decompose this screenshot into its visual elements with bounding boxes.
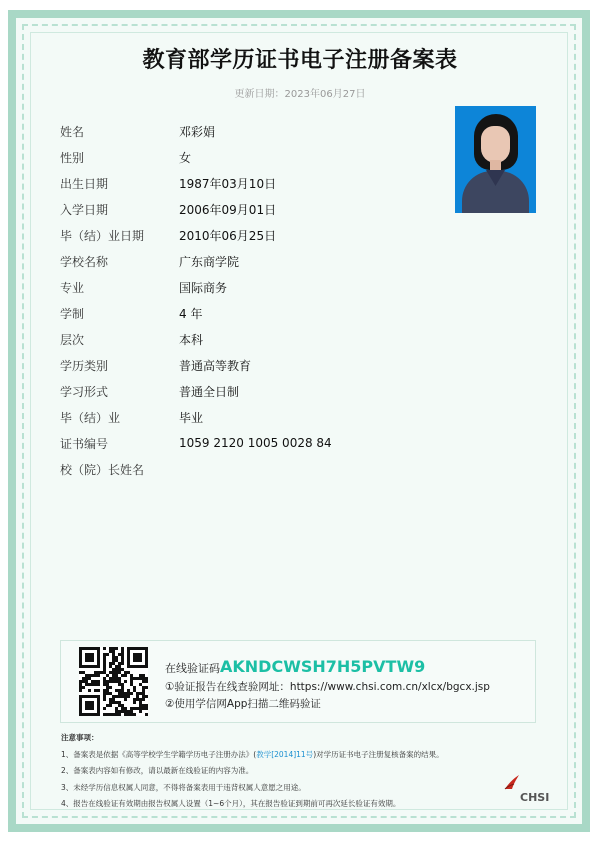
field-label: 毕（结）业日期 <box>60 228 145 243</box>
field-label: 学制 <box>60 306 85 321</box>
document-title: 教育部学历证书电子注册备案表 <box>142 48 458 73</box>
field-row-enroll-date <box>60 196 332 222</box>
verification-code: AKNDCWSH7H5PVTW9 <box>220 657 426 676</box>
field-value: 2006年09月01日 <box>179 202 277 217</box>
verification-code-label: 在线验证码 <box>165 662 220 675</box>
note-item-4: 4、报告在线验证有效期由报告权属人设置（1~6个月），其在报告验证到期前可再次延长验证有效期。 <box>61 799 401 808</box>
chsi-logo-text: CHSI <box>520 791 550 804</box>
field-value: 毕业 <box>179 410 204 425</box>
field-value: 1059 2120 1005 0028 84 <box>179 436 332 450</box>
verification-box <box>60 640 536 723</box>
field-row-study-form <box>60 378 332 404</box>
field-label: 学历类别 <box>60 358 109 373</box>
field-label: 证书编号 <box>60 436 109 451</box>
verification-url-line: ①验证报告在线查验网址：https://www.chsi.com.cn/xlcx/bgcx.jsp <box>165 681 490 693</box>
note-text: 1、备案表是依据《高等学校学生学籍学历电子注册办法》( <box>61 749 257 759</box>
field-value: 本科 <box>179 332 204 347</box>
field-label: 学校名称 <box>60 254 109 269</box>
field-value: 广东商学院 <box>179 254 240 269</box>
field-value: 4 年 <box>179 306 203 321</box>
field-value: 1987年03月10日 <box>179 176 277 191</box>
notes-section <box>61 730 531 813</box>
field-value: 普通高等教育 <box>179 358 252 373</box>
field-label: 毕（结）业 <box>60 410 121 425</box>
note-item-1 <box>61 747 531 764</box>
field-label: 专业 <box>60 280 85 295</box>
field-value: 邓彩娟 <box>179 124 216 139</box>
field-row-level <box>60 326 332 352</box>
field-row-gender <box>60 144 332 170</box>
field-label: 姓名 <box>60 124 85 139</box>
chsi-logo-icon <box>503 773 521 791</box>
qr-code-icon[interactable] <box>79 647 148 716</box>
field-row-category <box>60 352 332 378</box>
field-value: 普通全日制 <box>179 384 240 399</box>
field-label: 性别 <box>60 150 85 165</box>
field-row-major <box>60 274 332 300</box>
update-date: 更新日期：2023年06月27日 <box>234 89 366 100</box>
field-value: 国际商务 <box>179 280 228 295</box>
field-row-graduation-date <box>60 222 332 248</box>
verification-app-line: ②使用学信网App扫描二维码验证 <box>165 698 321 710</box>
regulation-link[interactable]: 教学[2014]11号 <box>256 749 314 759</box>
field-value: 女 <box>179 150 192 165</box>
field-label: 入学日期 <box>60 202 109 217</box>
field-row-name <box>60 118 332 144</box>
field-label: 出生日期 <box>60 176 109 191</box>
id-photo <box>455 106 536 213</box>
field-value: 2010年06月25日 <box>179 228 277 243</box>
field-label: 校（院）长姓名 <box>60 462 145 477</box>
note-item-2: 2、备案表内容如有修改，请以最新在线验证的内容为准。 <box>61 766 254 775</box>
notes-heading: 注意事项： <box>61 733 99 742</box>
field-row-birth-date <box>60 170 332 196</box>
field-row-school <box>60 248 332 274</box>
field-row-completion <box>60 404 332 430</box>
verification-code-row <box>165 657 425 676</box>
field-label: 层次 <box>60 332 85 347</box>
field-row-duration <box>60 300 332 326</box>
note-text: )对学历证书电子注册复核备案的结果。 <box>313 749 444 759</box>
field-row-certificate-number <box>60 430 332 456</box>
note-item-3: 3、未经学历信息权属人同意，不得将备案表用于违背权属人意愿之用途。 <box>61 782 306 792</box>
field-row-president <box>60 456 332 482</box>
field-label: 学习形式 <box>60 384 109 399</box>
info-table <box>60 118 332 482</box>
